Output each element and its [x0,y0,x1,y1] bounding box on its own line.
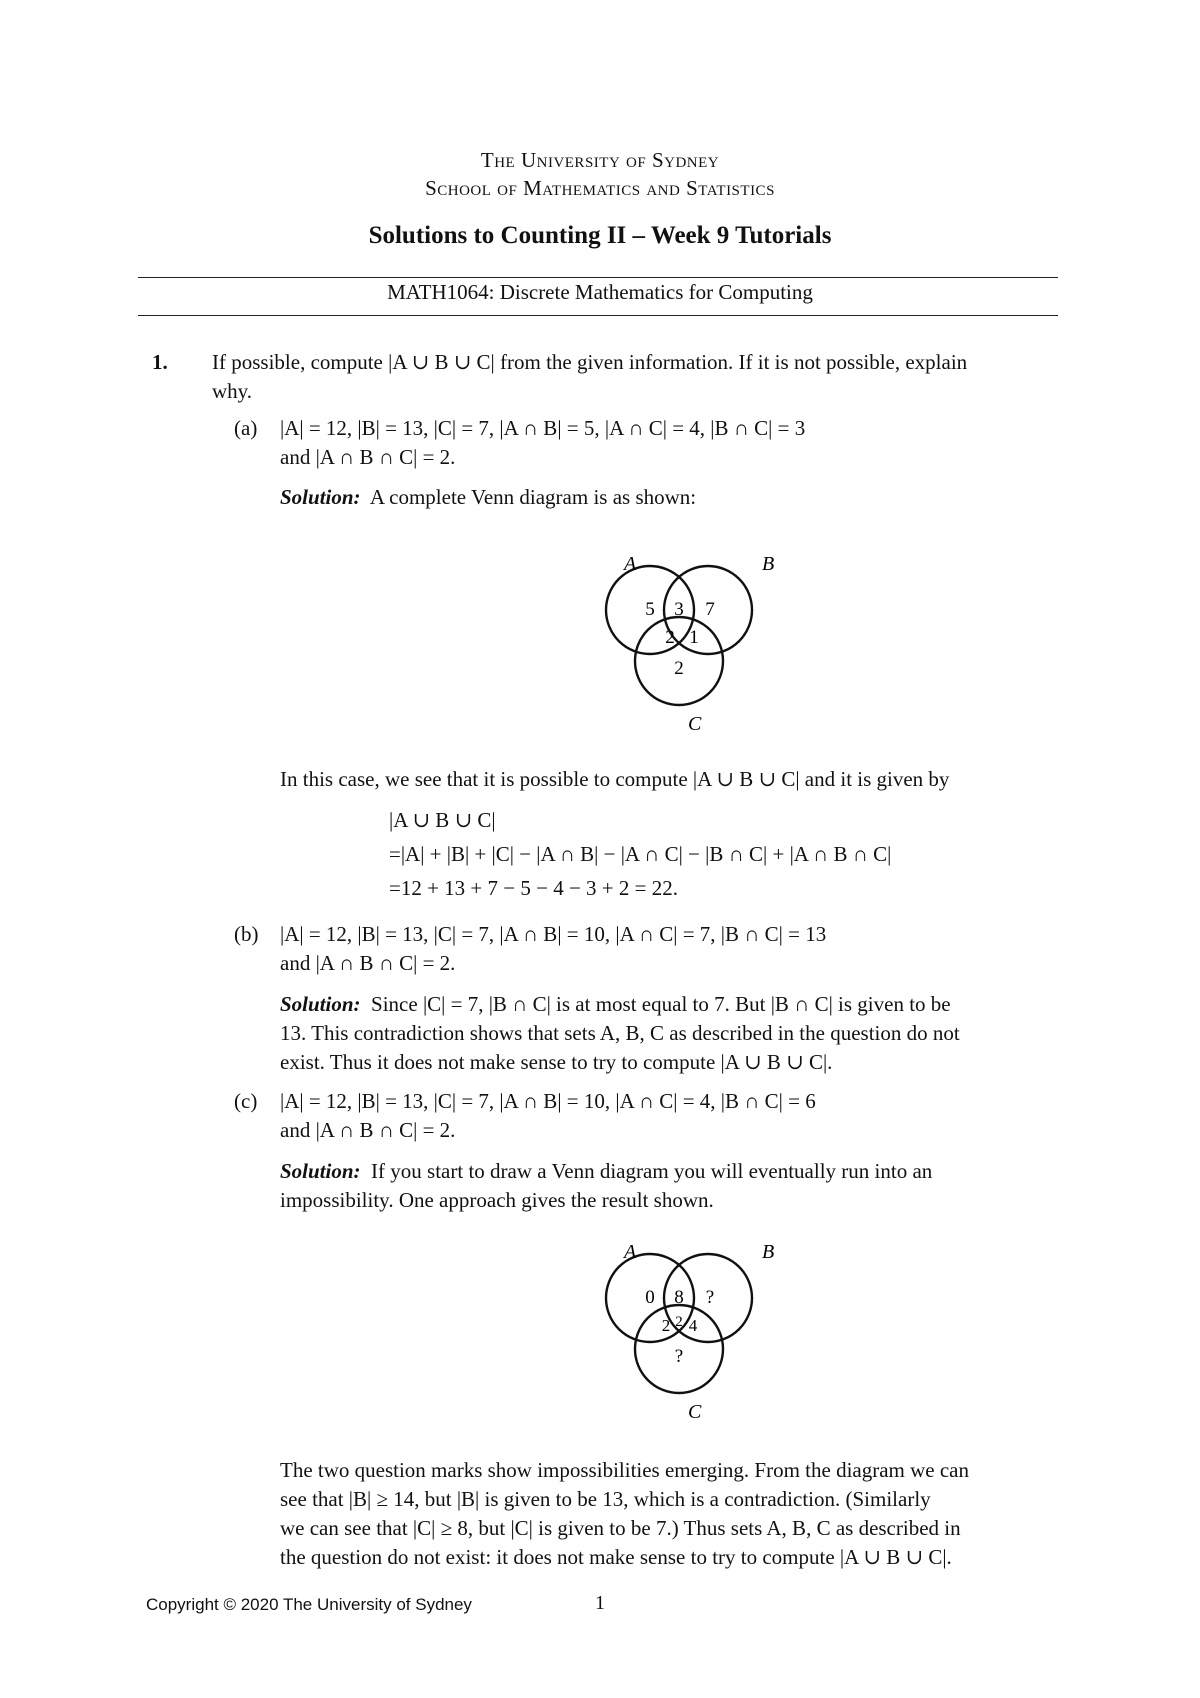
school-name: School of Mathematics and Statistics [425,176,775,200]
region-a-b-c: 2 [675,1314,683,1330]
solution-text: A complete Venn diagram is as shown: [369,485,697,509]
question-prompt-line-1: If possible, compute |A ∪ B ∪ C| from the given information. If it is not possible, explain [212,350,968,374]
part-a-solution [280,483,696,512]
part-b-given-line-1: |A| = 12, |B| = 13, |C| = 7, |A ∩ B| = 10, |A ∩ C| = 7, |B ∩ C| = 13 [280,922,827,946]
part-a-given-line-1: |A| = 12, |B| = 13, |C| = 7, |A ∩ B| = 5, |A ∩ C| = 4, |B ∩ C| = 3 [280,416,806,440]
page-title: Solutions to Counting II – Week 9 Tutorials [368,222,832,249]
part-c-after-line-4: the question do not exist: it does not make sense to try to compute |A ∪ B ∪ C|. [280,1545,952,1569]
set-b-label: B [762,1241,775,1263]
set-c-label: C [688,1401,702,1423]
part-c-after-line-3: we can see that |C| ≥ 8, but |C| is given to be 7.) Thus sets A, B, C as described in [280,1516,961,1540]
solution-label: Solution: [280,1159,361,1183]
region-only-b: ? [705,1287,715,1308]
venn-diagram-c [600,1236,800,1426]
venn-diagram-a [600,548,800,738]
region-a-b: 3 [674,599,684,620]
set-a-label: A [624,553,637,575]
part-c-given-line-2: and |A ∩ B ∩ C| = 2. [280,1118,456,1142]
part-a-equation-line-1: |A ∪ B ∪ C| [389,808,496,832]
part-c-solution-line-2: impossibility. One approach gives the result shown. [280,1188,714,1212]
part-a-after-text: In this case, we see that it is possible to compute |A ∪ B ∪ C| and it is given by [280,767,950,791]
footer-copyright: Copyright © 2020 The University of Sydney [146,1595,472,1614]
bottom-rule [138,315,1058,316]
region-only-c: ? [674,1346,684,1367]
region-only-a: 5 [645,599,655,620]
part-b-given-line-2: and |A ∩ B ∩ C| = 2. [280,951,456,975]
part-c-solution-line-1 [280,1157,932,1186]
part-a-given-line-2: and |A ∩ B ∩ C| = 2. [280,445,456,469]
solution-label: Solution: [280,992,361,1016]
part-a-equation-line-2: =|A| + |B| + |C| − |A ∩ B| − |A ∩ C| − |B ∩ C| + |A ∩ B ∩ C| [389,842,892,866]
region-a-c: 2 [661,1316,671,1335]
solution-text: If you start to draw a Venn diagram you will eventually run into an [371,1159,933,1183]
part-c-after-line-1: The two question marks show impossibilities emerging. From the diagram we can [280,1458,970,1482]
top-rule [138,277,1058,278]
solution-text: Since |C| = 7, |B ∩ C| is at most equal to 7. But |B ∩ C| is given to be [371,992,951,1016]
set-b-label: B [762,553,775,575]
part-c-after-line-2: see that |B| ≥ 14, but |B| is given to be 13, which is a contradiction. (Similarly [280,1487,931,1511]
question-prompt-line-2: why. [212,379,253,403]
part-b-solution-line-1 [280,990,951,1019]
region-a-b: 8 [674,1287,684,1308]
part-b-solution-line-3: exist. Thus it does not make sense to try to compute |A ∪ B ∪ C|. [280,1050,833,1074]
part-a-label: (a) [234,416,258,440]
region-b-c: 1 [689,627,699,648]
course-name: MATH1064: Discrete Mathematics for Computing [387,280,813,304]
question-number: 1. [152,350,168,374]
part-a-equation-line-3: =12 + 13 + 7 − 5 − 4 − 3 + 2 = 22. [389,876,678,900]
solution-label: Solution: [280,485,361,509]
part-b-label: (b) [234,922,259,946]
region-b-c: 4 [688,1316,698,1335]
part-b-solution-line-2: 13. This contradiction shows that sets A, B, C as described in the question do not [280,1021,960,1045]
set-c-label: C [688,713,702,735]
region-only-b: 7 [705,599,715,620]
university-name: The University of Sydney [480,148,720,172]
part-c-label: (c) [234,1089,258,1113]
set-a-label: A [624,1241,637,1263]
page-number: 1 [595,1592,605,1614]
region-only-c: 2 [674,658,684,679]
region-a-c: 2 [665,627,675,648]
region-only-a: 0 [645,1287,655,1308]
part-c-given-line-1: |A| = 12, |B| = 13, |C| = 7, |A ∩ B| = 10, |A ∩ C| = 4, |B ∩ C| = 6 [280,1089,816,1113]
